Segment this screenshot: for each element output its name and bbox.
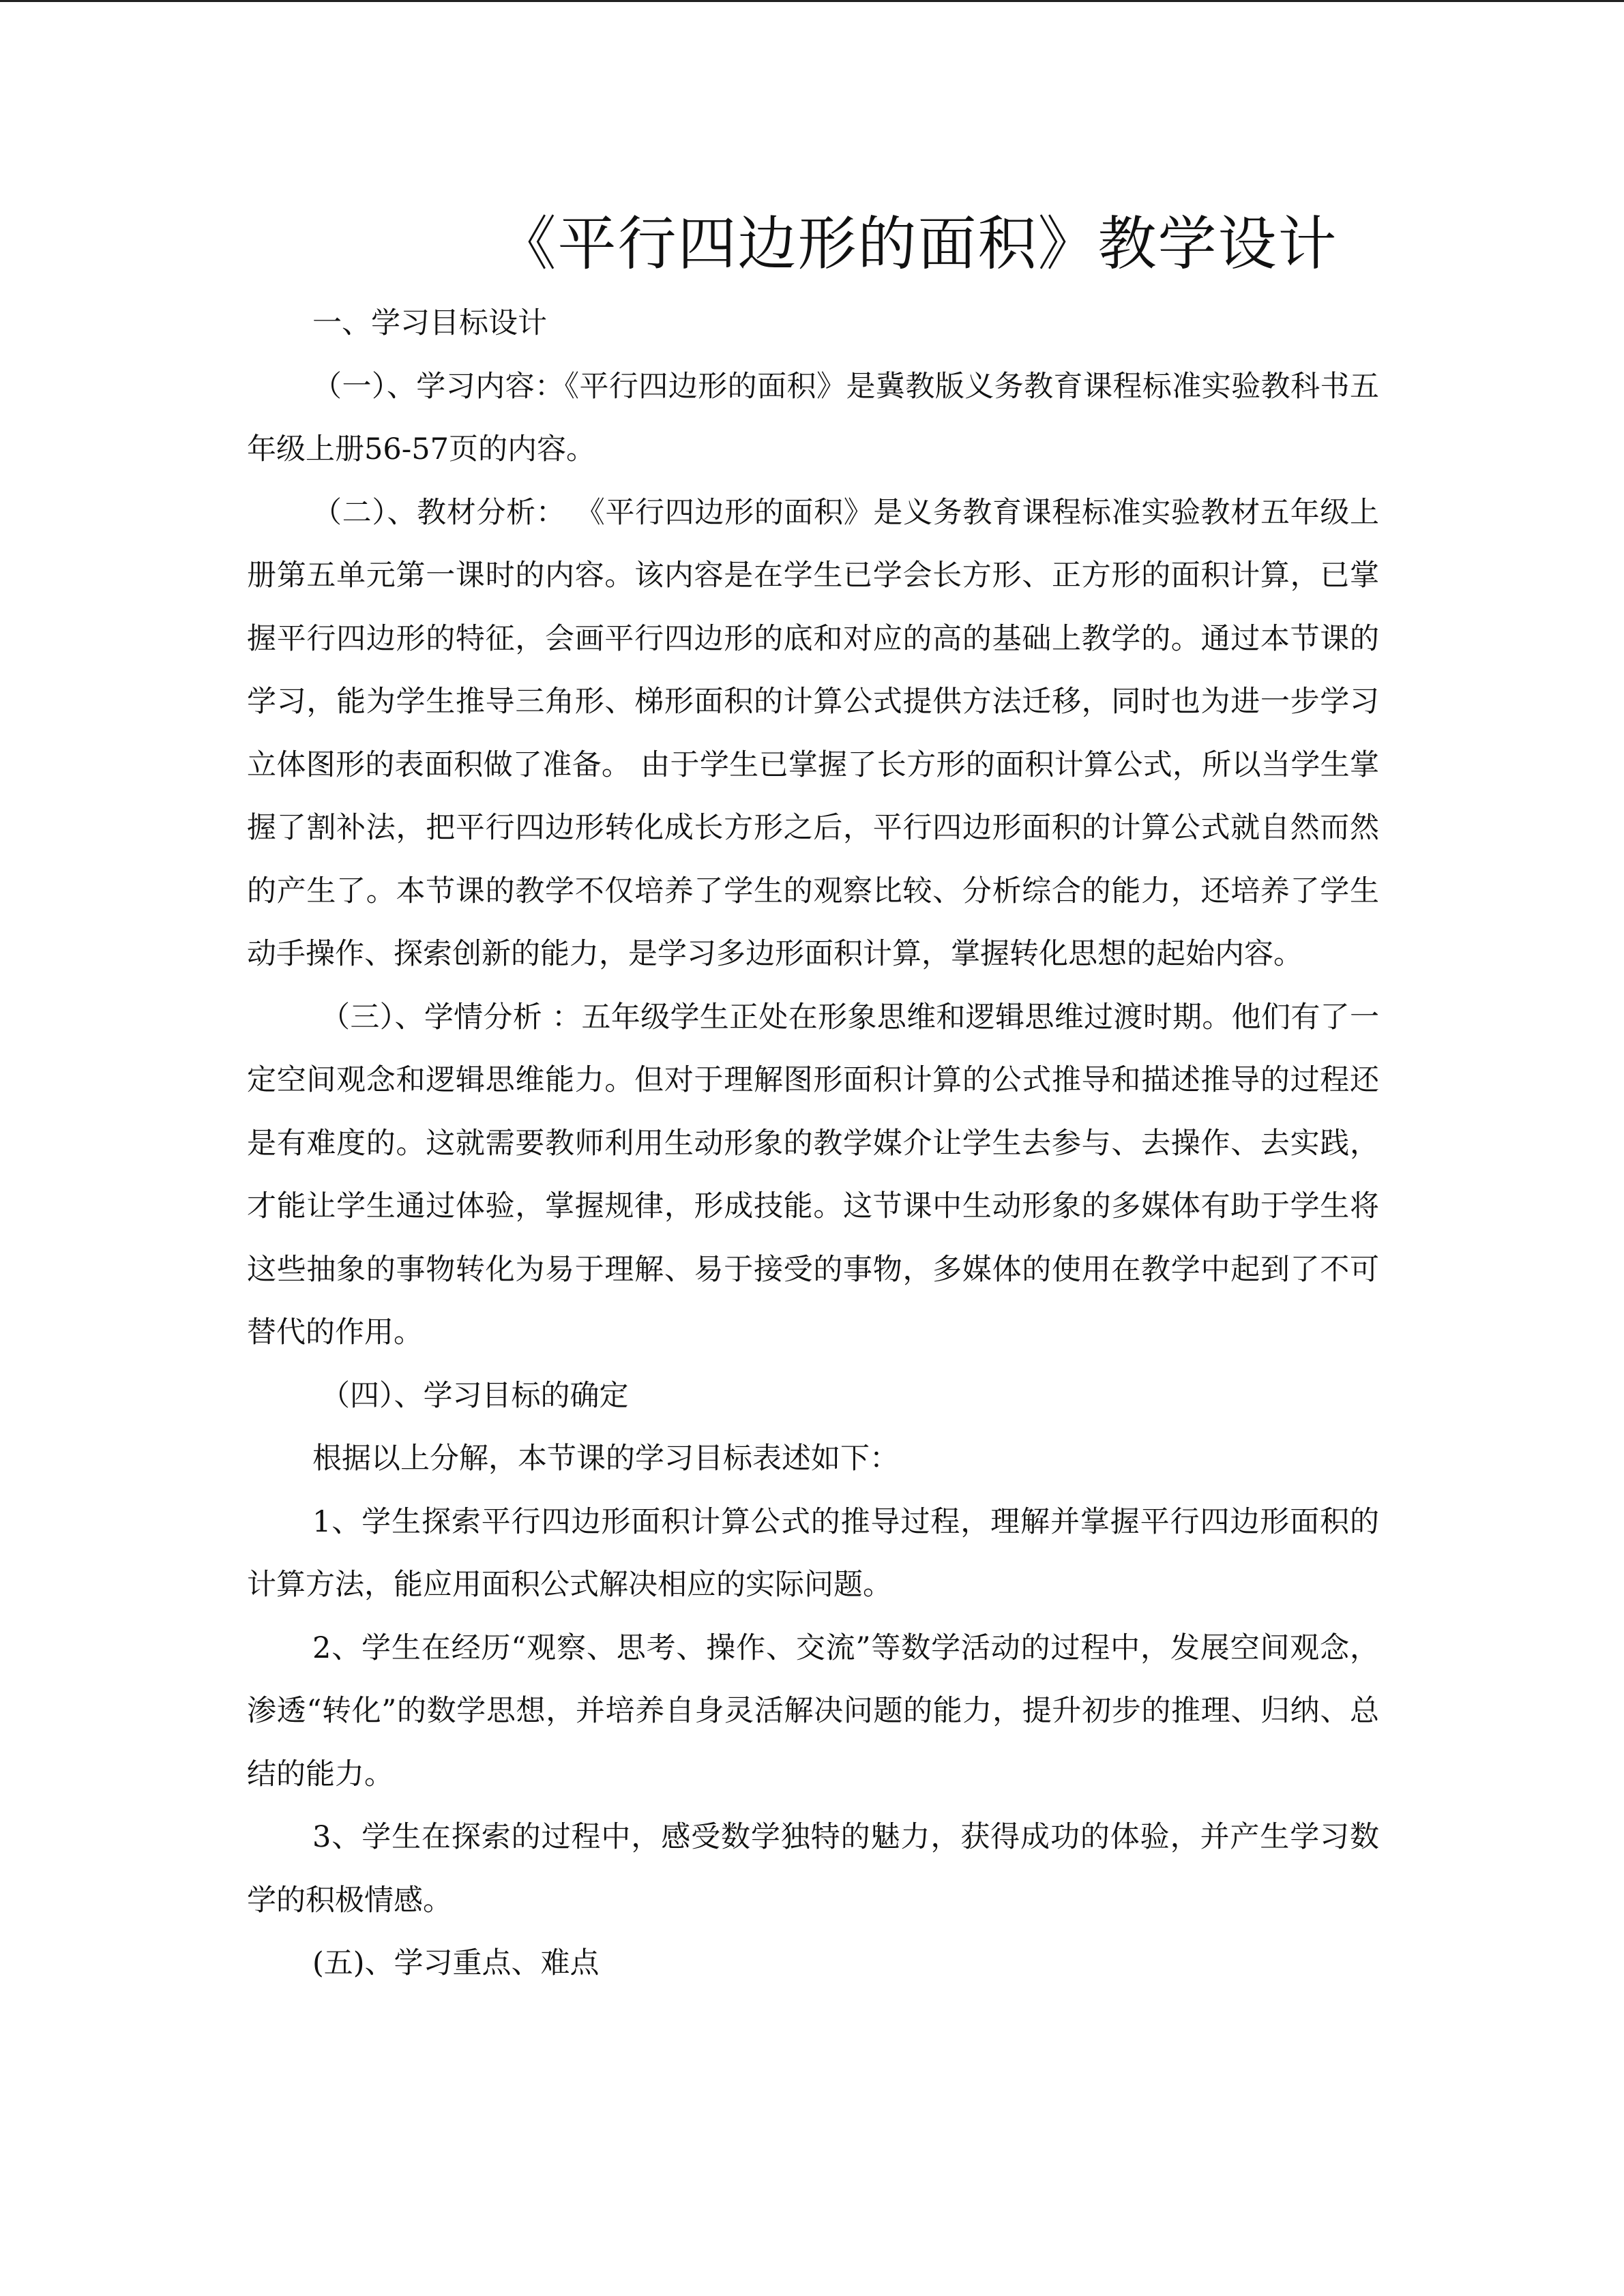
section-heading-learning-goals: 一、学习目标设计 — [312, 306, 547, 340]
paragraph-textbook-analysis: （二）、教材分析： 《平行四边形的面积》是义务教育课程标准实验教材五年级上册第五单元第一课时的内容。该内容是在学生已学会长方形、正方形的面积计算，已掌握平行四边形的特征，会画平行四边形的底和对应的高的基础上教学的。通过本节课的学习，能为学生推导三角形、梯形面积的计算公式提供方法迁移，同时也为进一步学习立体图形的表面积做了准备。 由于学生已掌握了长方形的面积计算公式，所以当学生掌握了割补法，把平行四边形转化成长方形之后，平行四边形面积的计算公式就自然而然的产生了。本节课的教学不仅培养了学生的观察比较、分析综合的能力，还培养了学生动手操作、探索创新的能力，是学习多边形面积计算，掌握转化思想的起始内容。 — [247, 495, 1379, 971]
section-heading-goal-setting: （四）、学习目标的确定 — [321, 1378, 629, 1413]
paragraph-goal-2: 2、学生在经历“观察、思考、操作、交流”等数学活动的过程中，发展空间观念，渗透“转化”的数学思想，并培养自身灵活解决问题的能力，提升初步的推理、归纳、总结的能力。 — [247, 1630, 1379, 1791]
paragraph-student-analysis: （三）、学情分析 ：五年级学生正处在形象思维和逻辑思维过渡时期。他们有了一定空间观念和逻辑思维能力。但对于理解图形面积计算的公式推导和描述推导的过程还是有难度的。这就需要教师利用生动形象的教学媒介让学生去参与、去操作、去实践，才能让学生通过体验，掌握规律，形成技能。这节课中生动形象的多媒体有助于学生将这些抽象的事物转化为易于理解、易于接受的事物，多媒体的使用在教学中起到了不可替代的作用。 — [247, 1000, 1379, 1350]
paragraph-goal-3: 3、学生在探索的过程中，感受数学独特的魅力，获得成功的体验，并产生学习数学的积极情感。 — [247, 1820, 1379, 1918]
paragraph-goal-intro: 根据以上分解，本节课的学习目标表述如下： — [312, 1442, 899, 1476]
document-title: 《平行四边形的面积》教学设计 — [497, 210, 1338, 278]
section-heading-key-points: (五)、学习重点、难点 — [312, 1946, 600, 1980]
paragraph-goal-1: 1、学生探索平行四边形面积计算公式的推导过程，理解并掌握平行四边形面积的计算方法，能应用面积公式解决相应的实际问题。 — [247, 1504, 1379, 1602]
document-body — [247, 292, 1379, 1995]
paragraph-learning-content: （一）、学习内容：《平行四边形的面积》是冀教版义务教育课程标准实验教科书五年级上册56-57页的内容。 — [247, 369, 1379, 466]
